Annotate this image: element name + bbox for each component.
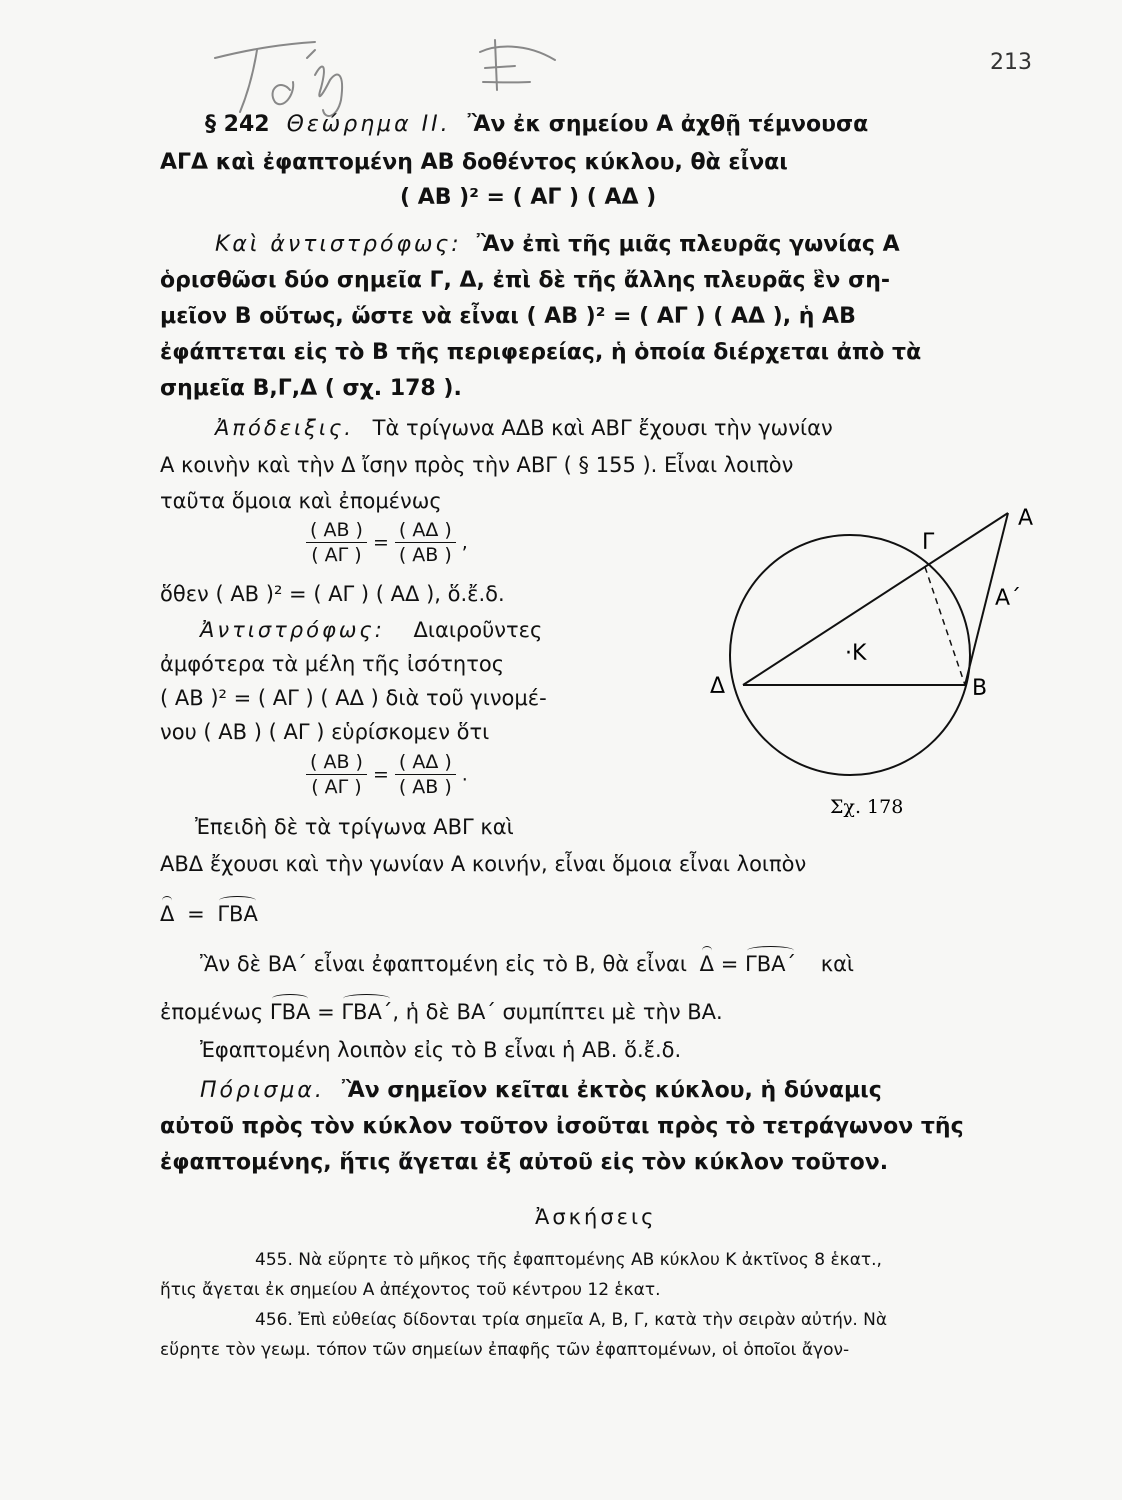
converse-proof-text-2: ἀμφότερα τὰ μέλη τῆς ἰσότητος [160, 652, 505, 676]
corollary-text-3: ἐφαπτομένης, ἥτις ἄγεται ἐξ αὐτοῦ εἰς τὸν κύκλον τοῦτον. [160, 1150, 889, 1175]
exercise-455-line1: 455. Νὰ εὕρητε τὸ μῆκος τῆς ἐφαπτομένης ΑΒ κύκλου Κ ἀκτῖνος 8 ἑκατ., [255, 1250, 882, 1270]
line9-text: ἐπομένως [160, 1000, 264, 1024]
converse-proof-line1 [200, 618, 542, 642]
exercise-456-line2: εὕρητε τὸν γεωμ. τόπον τῶν σημείων ἐπαφῆς τῶν ἐφαπτομένων, οἱ ὁποῖοι ἄγον- [160, 1340, 850, 1360]
corollary-line1 [200, 1078, 882, 1103]
converse-proof-label: Ἀντιστρόφως: [200, 618, 385, 642]
converse-text-4: ἐφάπτεται εἰς τὸ Β τῆς περιφερείας, ἡ ὁποία διέρχεται ἀπὸ τὰ [160, 340, 922, 365]
frac2-eq: = [372, 763, 389, 786]
frac2-num-left: ( ΑΒ ) [306, 750, 367, 775]
line8-angle-delta: Δ [699, 952, 715, 976]
secant-line [743, 513, 1008, 685]
frac2-num-right: ( ΑΔ ) [395, 750, 456, 775]
exercises-heading: Ἀσκήσεις [535, 1205, 657, 1229]
converse-proof-text-10: Ἐφαπτομένη λοιπὸν εἰς τὸ Β εἶναι ἡ ΑΒ. ὅ.ἔ.δ. [200, 1038, 682, 1062]
converse-text-1: Ἂν ἐπὶ τῆς μιᾶς πλευρᾶς γωνίας Α [476, 232, 900, 257]
converse-text-2: ὁρισθῶσι δύο σημεῖα Γ, Δ, ἐπὶ δὲ τῆς ἄλλης πλευρᾶς ἓν ση- [160, 268, 890, 293]
frac1-num-left: ( ΑΒ ) [306, 518, 367, 543]
frac2-den-left: ( ΑΓ ) [311, 776, 362, 798]
dashed-gamma-b [925, 567, 965, 685]
section-number: § 242 [205, 112, 270, 137]
exercise-455-line2: ἥτις ἄγεται ἐκ σημείου Α ἀπέχοντος τοῦ κέντρου 12 ἑκατ. [160, 1280, 661, 1300]
fraction-equation-1 [300, 518, 468, 567]
label-delta: Δ [710, 674, 726, 699]
proof-label: Ἀπόδειξις. [215, 416, 354, 440]
figure-178 [700, 495, 1060, 845]
figure-caption: Σχ. 178 [830, 796, 904, 818]
label-a: Α [1018, 506, 1034, 531]
fraction-equation-2 [300, 750, 468, 799]
theorem-line1 [205, 112, 868, 137]
angle-equation-1 [160, 902, 258, 926]
converse-proof-text-6: ΑΒΔ ἔχουσι καὶ τὴν γωνίαν Α κοινήν, εἶναι ὅμοια εἶναι λοιπὸν [160, 852, 807, 876]
frac2-den-right: ( ΑΒ ) [398, 776, 452, 798]
line8-text: Ἂν δὲ ΒΑ΄ εἶναι ἐφαπτομένη εἰς τὸ Β, θὰ εἶναι [200, 952, 687, 976]
converse-proof-text-1: Διαιροῦντες [413, 618, 543, 642]
line9-eq: = [317, 1000, 335, 1024]
converse-proof-text-4: νου ( ΑΒ ) ( ΑΓ ) εὑρίσκομεν ὅτι [160, 720, 490, 744]
page-number: 213 [990, 50, 1032, 75]
frac1-eq: = [372, 531, 389, 554]
frac1-num-right: ( ΑΔ ) [395, 518, 456, 543]
converse-proof-line8 [200, 952, 854, 976]
converse-label: Καὶ ἀντιστρόφως: [215, 232, 462, 257]
angle-gba: ΓΒΑ [217, 902, 258, 926]
angle-eq: = [187, 902, 205, 926]
proof-text-2: Α κοινὴν καὶ τὴν Δ ἴσην πρὸς τὴν ΑΒΓ ( § 155 ). Εἶναι λοιπὸν [160, 453, 794, 477]
exercise-456-line1: 456. Ἐπὶ εὐθείας δίδονται τρία σημεῖα Α, Β, Γ, κατὰ τὴν σειρὰν αὐτήν. Νὰ [255, 1310, 888, 1330]
converse-text-5: σημεῖα Β,Γ,Δ ( σχ. 178 ). [160, 376, 462, 401]
line9-tail: , ἡ δὲ ΒΑ΄ συμπίπτει μὲ τὴν ΒΑ. [392, 1000, 723, 1024]
converse-proof-line9 [160, 1000, 723, 1024]
angle-delta: Δ [160, 902, 175, 926]
theorem-statement-2: ΑΓΔ καὶ ἐφαπτομένη ΑΒ δοθέντος κύκλου, θὰ εἶναι [160, 150, 788, 175]
frac1-tail: , [461, 531, 468, 554]
proof-text-4: ὅθεν ( ΑΒ )² = ( ΑΓ ) ( ΑΔ ), ὅ.ἔ.δ. [160, 582, 505, 606]
proof-line1 [215, 416, 833, 440]
frac1-den-right: ( ΑΒ ) [398, 544, 452, 566]
label-b: Β [972, 676, 988, 701]
label-a-prime: Α΄ [995, 586, 1022, 611]
converse-text-3: μεῖον Β οὕτως, ὥστε νὰ εἶναι ( ΑΒ )² = ( ΑΓ ) ( ΑΔ ), ἡ ΑΒ [160, 304, 856, 329]
converse-line1 [215, 232, 900, 257]
corollary-text-1: Ἂν σημεῖον κεῖται ἐκτὸς κύκλου, ἡ δύναμις [341, 1078, 882, 1103]
theorem-statement-1: Ἂν ἐκ σημείου Α ἀχθῇ τέμνουσα [467, 112, 869, 137]
line8-angle-gba-prime: ΓΒΑ΄ [745, 952, 796, 976]
theorem-title: Θεώρημα ΙΙ. [286, 112, 451, 137]
proof-text-1: Τὰ τρίγωνα ΑΔΒ καὶ ΑΒΓ ἔχουσι τὴν γωνίαν [372, 416, 833, 440]
converse-proof-text-5: Ἐπειδὴ δὲ τὰ τρίγωνα ΑΒΓ καὶ [195, 815, 514, 839]
converse-proof-text-3: ( ΑΒ )² = ( ΑΓ ) ( ΑΔ ) διὰ τοῦ γινομέ- [160, 686, 547, 710]
frac1-den-left: ( ΑΓ ) [311, 544, 362, 566]
corollary-label: Πόρισμα. [200, 1078, 325, 1103]
corollary-text-2: αὐτοῦ πρὸς τὸν κύκλον τοῦτον ἰσοῦται πρὸς τὸ τετράγωνον τῆς [160, 1114, 964, 1139]
label-gamma: Γ [922, 530, 935, 555]
label-k: ·Κ [845, 641, 867, 666]
line9-angle-gba-prime: ΓΒΑ΄ [341, 1000, 393, 1024]
handwritten-note [195, 20, 595, 120]
proof-text-3: ταῦτα ὅμοια καὶ ἐπομένως [160, 489, 442, 513]
frac2-tail: . [461, 763, 468, 786]
line8-kai: καὶ [820, 952, 855, 976]
theorem-formula: ( ΑΒ )² = ( ΑΓ ) ( ΑΔ ) [400, 185, 657, 210]
line8-eq: = [720, 952, 739, 976]
line9-angle-gba: ΓΒΑ [269, 1000, 311, 1024]
